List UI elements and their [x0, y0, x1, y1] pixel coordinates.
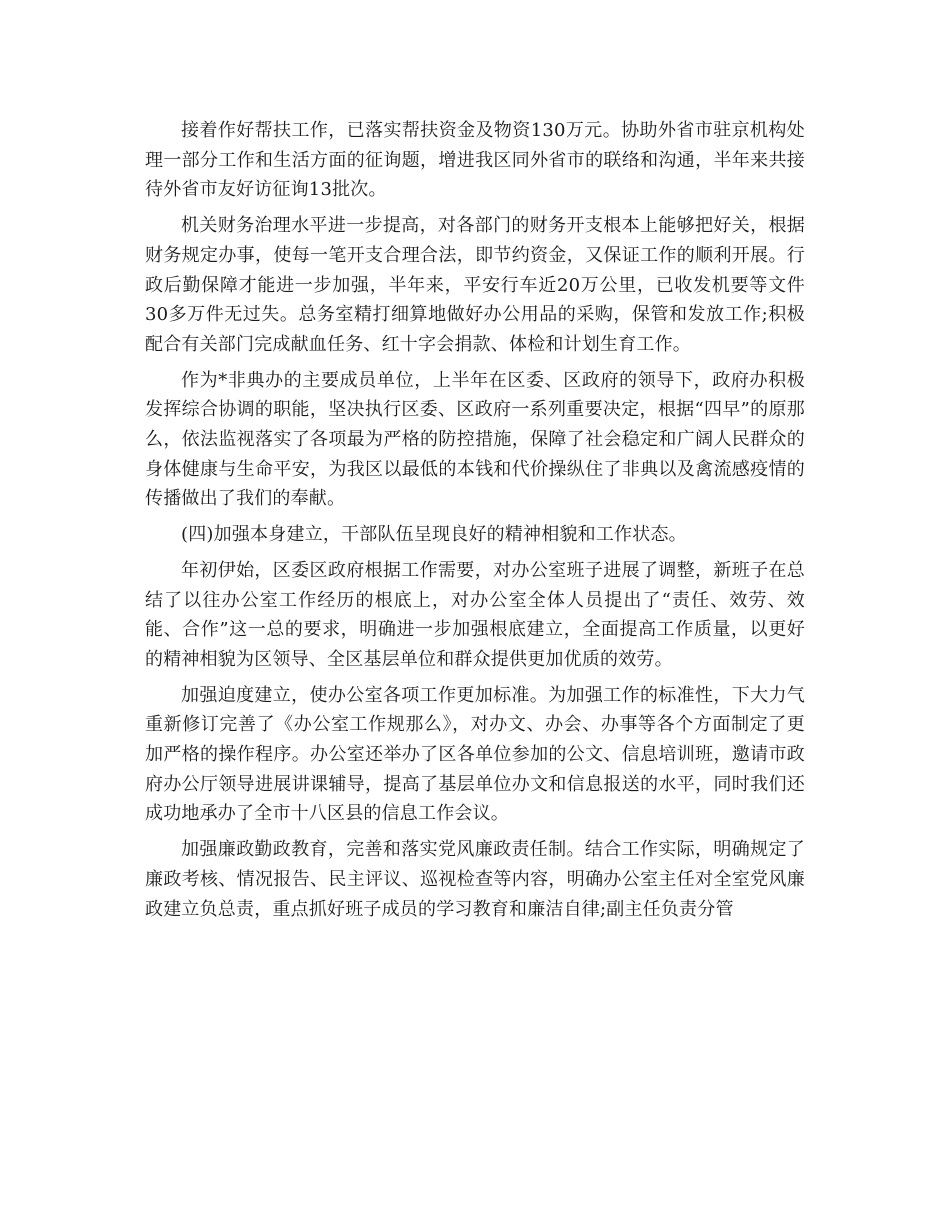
- paragraph-integrity-education: 加强廉政勤政教育，完善和落实党风廉政责任制。结合工作实际，明确规定了廉政考核、情况报告、民主评议、巡视检查等内容，明确办公室主任对全室党风廉政建立负总责，重点抓好班子成员的学习教育和廉洁自律;副主任负责分管: [145, 839, 805, 920]
- document-body: [145, 116, 805, 930]
- paragraph-sars-prevention: 作为*非典办的主要成员单位，上半年在区委、区政府的领导下，政府办积极发挥综合协调的职能，坚决执行区委、区政府一系列重要决定，根据“四早”的原那么，依法监视落实了各项最为严格的防控措施，保障了社会稳定和广阔人民群众的身体健康与生命平安，为我区以最低的本钱和代价操纵住了非典以及禽流感疫情的传播做出了我们的奉献。: [145, 369, 805, 510]
- paragraph-section-heading: (四)加强本身建立，干部队伍呈现良好的精神相貌和工作状态。: [181, 524, 687, 546]
- paragraph-support-work: 接着作好帮扶工作，已落实帮扶资金及物资130万元。协助外省市驻京机构处理一部分工作和生活方面的征询题，增进我区同外省市的联络和沟通，半年来共接待外省市友好访征询13批次。: [145, 120, 805, 201]
- paragraph-finance-logistics: 机关财务治理水平进一步提高，对各部门的财务开支根本上能够把好关，根据财务规定办事，使每一笔开支合理合法，即节约资金，又保证工作的顺利开展。行政后勤保障才能进一步加强，半年来，平安行车近20万公里，已收发机要等文件30多万件无过失。总务室精打细算地做好办公用品的采购，保管和发放工作;积极配合有关部门完成献血任务、红十字会捐款、体检和计划生育工作。: [145, 215, 805, 355]
- paragraph-team-adjustment: 年初伊始，区委区政府根据工作需要，对办公室班子进展了调整，新班子在总结了以往办公室工作经历的根底上，对办公室全体人员提出了“责任、效劳、效能、合作”这一总的要求，明确进一步加强根底建立，全面提高工作质量，以更好的精神相貌为区领导、全区基层单位和群众提供更加优质的效劳。: [145, 559, 805, 670]
- paragraph-system-building: 加强迫度建立，使办公室各项工作更加标准。为加强工作的标准性，下大力气重新修订完善了《办公室工作规那么》，对办文、办会、办事等各个方面制定了更加严格的操作程序。办公室还举办了区各单位参加的公文、信息培训班，邀请市政府办公厅领导进展讲课辅导，提高了基层单位办文和信息报送的水平，同时我们还成功地承办了全市十八区县的信息工作会议。: [145, 684, 805, 825]
